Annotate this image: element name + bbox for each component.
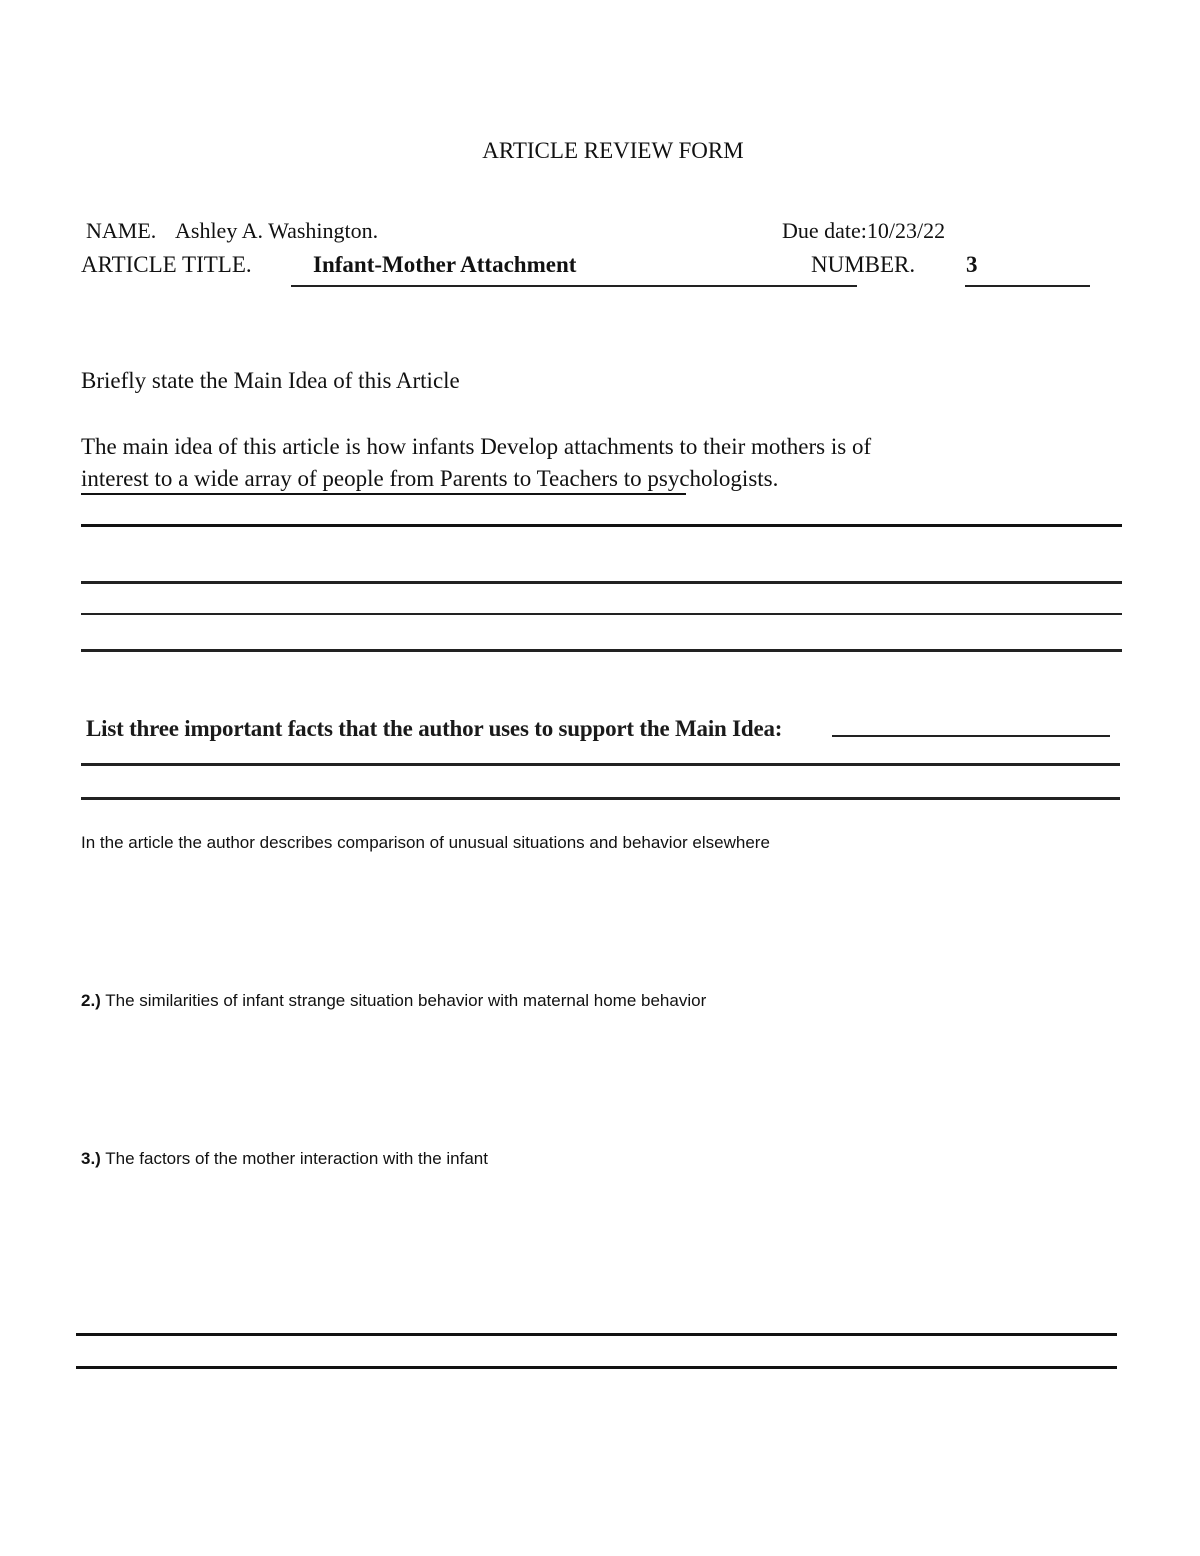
number-value: 3 <box>966 252 978 277</box>
writing-line-7 <box>76 1333 1117 1336</box>
main-idea-prompt: Briefly state the Main Idea of this Article <box>81 368 460 393</box>
writing-line-4 <box>81 649 1122 652</box>
facts-prompt-line <box>832 735 1110 737</box>
fact-3 <box>81 1149 488 1169</box>
article-title-label: ARTICLE TITLE. <box>81 252 252 277</box>
writing-line-6 <box>81 797 1120 800</box>
main-idea-line-1: The main idea of this article is how infants Develop attachments to their mothers is of <box>81 434 872 459</box>
writing-line-3 <box>81 613 1122 615</box>
fact-1-text: In the article the author describes comparison of unusual situations and behavior elsewhere <box>81 833 770 852</box>
title-underline <box>291 285 857 287</box>
fact-1 <box>81 833 770 853</box>
fact-3-text: The factors of the mother interaction with the infant <box>100 1149 488 1168</box>
fact-2 <box>81 991 706 1011</box>
main-idea-line-2: interest to a wide array of people from Parents to Teachers to psychologists. <box>81 466 779 491</box>
due-date: Due date:10/23/22 <box>782 218 946 243</box>
fact-3-number: 3.) <box>81 1149 101 1168</box>
writing-line-2 <box>81 581 1122 584</box>
writing-line-1 <box>81 524 1122 527</box>
fact-2-number: 2.) <box>81 991 101 1010</box>
writing-line-8 <box>76 1366 1117 1369</box>
fact-2-text: The similarities of infant strange situation behavior with maternal home behavior <box>100 991 707 1010</box>
article-title-value: Infant-Mother Attachment <box>313 252 577 277</box>
number-underline <box>965 285 1090 287</box>
facts-prompt: List three important facts that the author uses to support the Main Idea: <box>86 716 783 741</box>
writing-line-5 <box>81 763 1120 766</box>
name-value: Ashley A. Washington. <box>175 218 379 243</box>
main-idea-underline <box>81 493 686 495</box>
form-title: ARTICLE REVIEW FORM <box>482 138 744 163</box>
number-label: NUMBER. <box>811 252 916 277</box>
name-label: NAME. <box>86 218 157 243</box>
